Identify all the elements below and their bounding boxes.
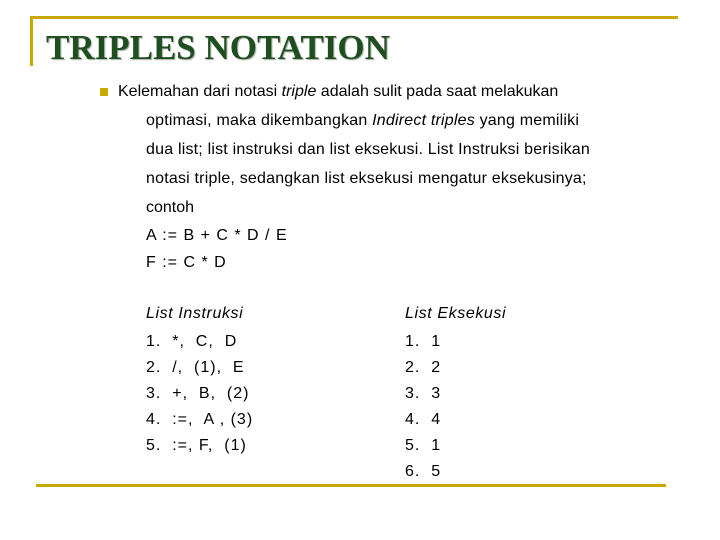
- list-instruksi-column: [146, 304, 253, 462]
- list-instruksi-item: 4. :=, A , (3): [146, 411, 254, 428]
- paragraph-text: Kelemahan dari notasi: [118, 83, 282, 100]
- list-eksekusi-item: 2. 2: [405, 359, 442, 376]
- paragraph-text: optimasi, maka dikembangkan: [146, 112, 373, 129]
- paragraph-line-1: [118, 82, 558, 102]
- list-eksekusi-item: 6. 5: [405, 463, 442, 480]
- list-eksekusi-header: List Eksekusi: [405, 305, 507, 322]
- list-eksekusi-item: 5. 1: [405, 437, 442, 454]
- slide-frame-bottom-line: [36, 484, 666, 487]
- paragraph-line-2: [146, 111, 579, 131]
- list-eksekusi-item: 1. 1: [405, 333, 442, 350]
- list-instruksi-item: 5. :=, F, (1): [146, 437, 247, 454]
- list-instruksi-header: List Instruksi: [146, 305, 244, 322]
- slide-frame-top-line: [30, 16, 678, 19]
- paragraph-line-5: contoh: [146, 199, 195, 216]
- paragraph-text: adalah sulit pada saat melakukan: [316, 83, 559, 100]
- slide-title: TRIPLES NOTATION: [46, 28, 390, 67]
- slide-frame-left-line: [30, 16, 33, 66]
- list-eksekusi-column: [405, 304, 506, 488]
- paragraph-line-3: dua list; list instruksi dan list eksekusi. List Instruksi berisikan: [146, 141, 590, 158]
- list-instruksi-item: 2. /, (1), E: [146, 359, 245, 376]
- list-instruksi-item: 1. *, C, D: [146, 333, 238, 350]
- paragraph-emphasis-triple: triple: [281, 83, 317, 100]
- paragraph-line-4: notasi triple, sedangkan list eksekusi mengatur eksekusinya;: [146, 170, 587, 187]
- paragraph-text: yang memiliki: [474, 112, 580, 129]
- paragraph-emphasis-indirect-triples: Indirect triples: [372, 112, 475, 129]
- list-eksekusi-item: 4. 4: [405, 411, 442, 428]
- example-equation: A := B + C * D / E: [146, 227, 288, 244]
- example-equation: F := C * D: [146, 254, 227, 271]
- list-eksekusi-item: 3. 3: [405, 385, 442, 402]
- square-bullet-icon: [100, 88, 108, 96]
- list-instruksi-item: 3. +, B, (2): [146, 385, 250, 402]
